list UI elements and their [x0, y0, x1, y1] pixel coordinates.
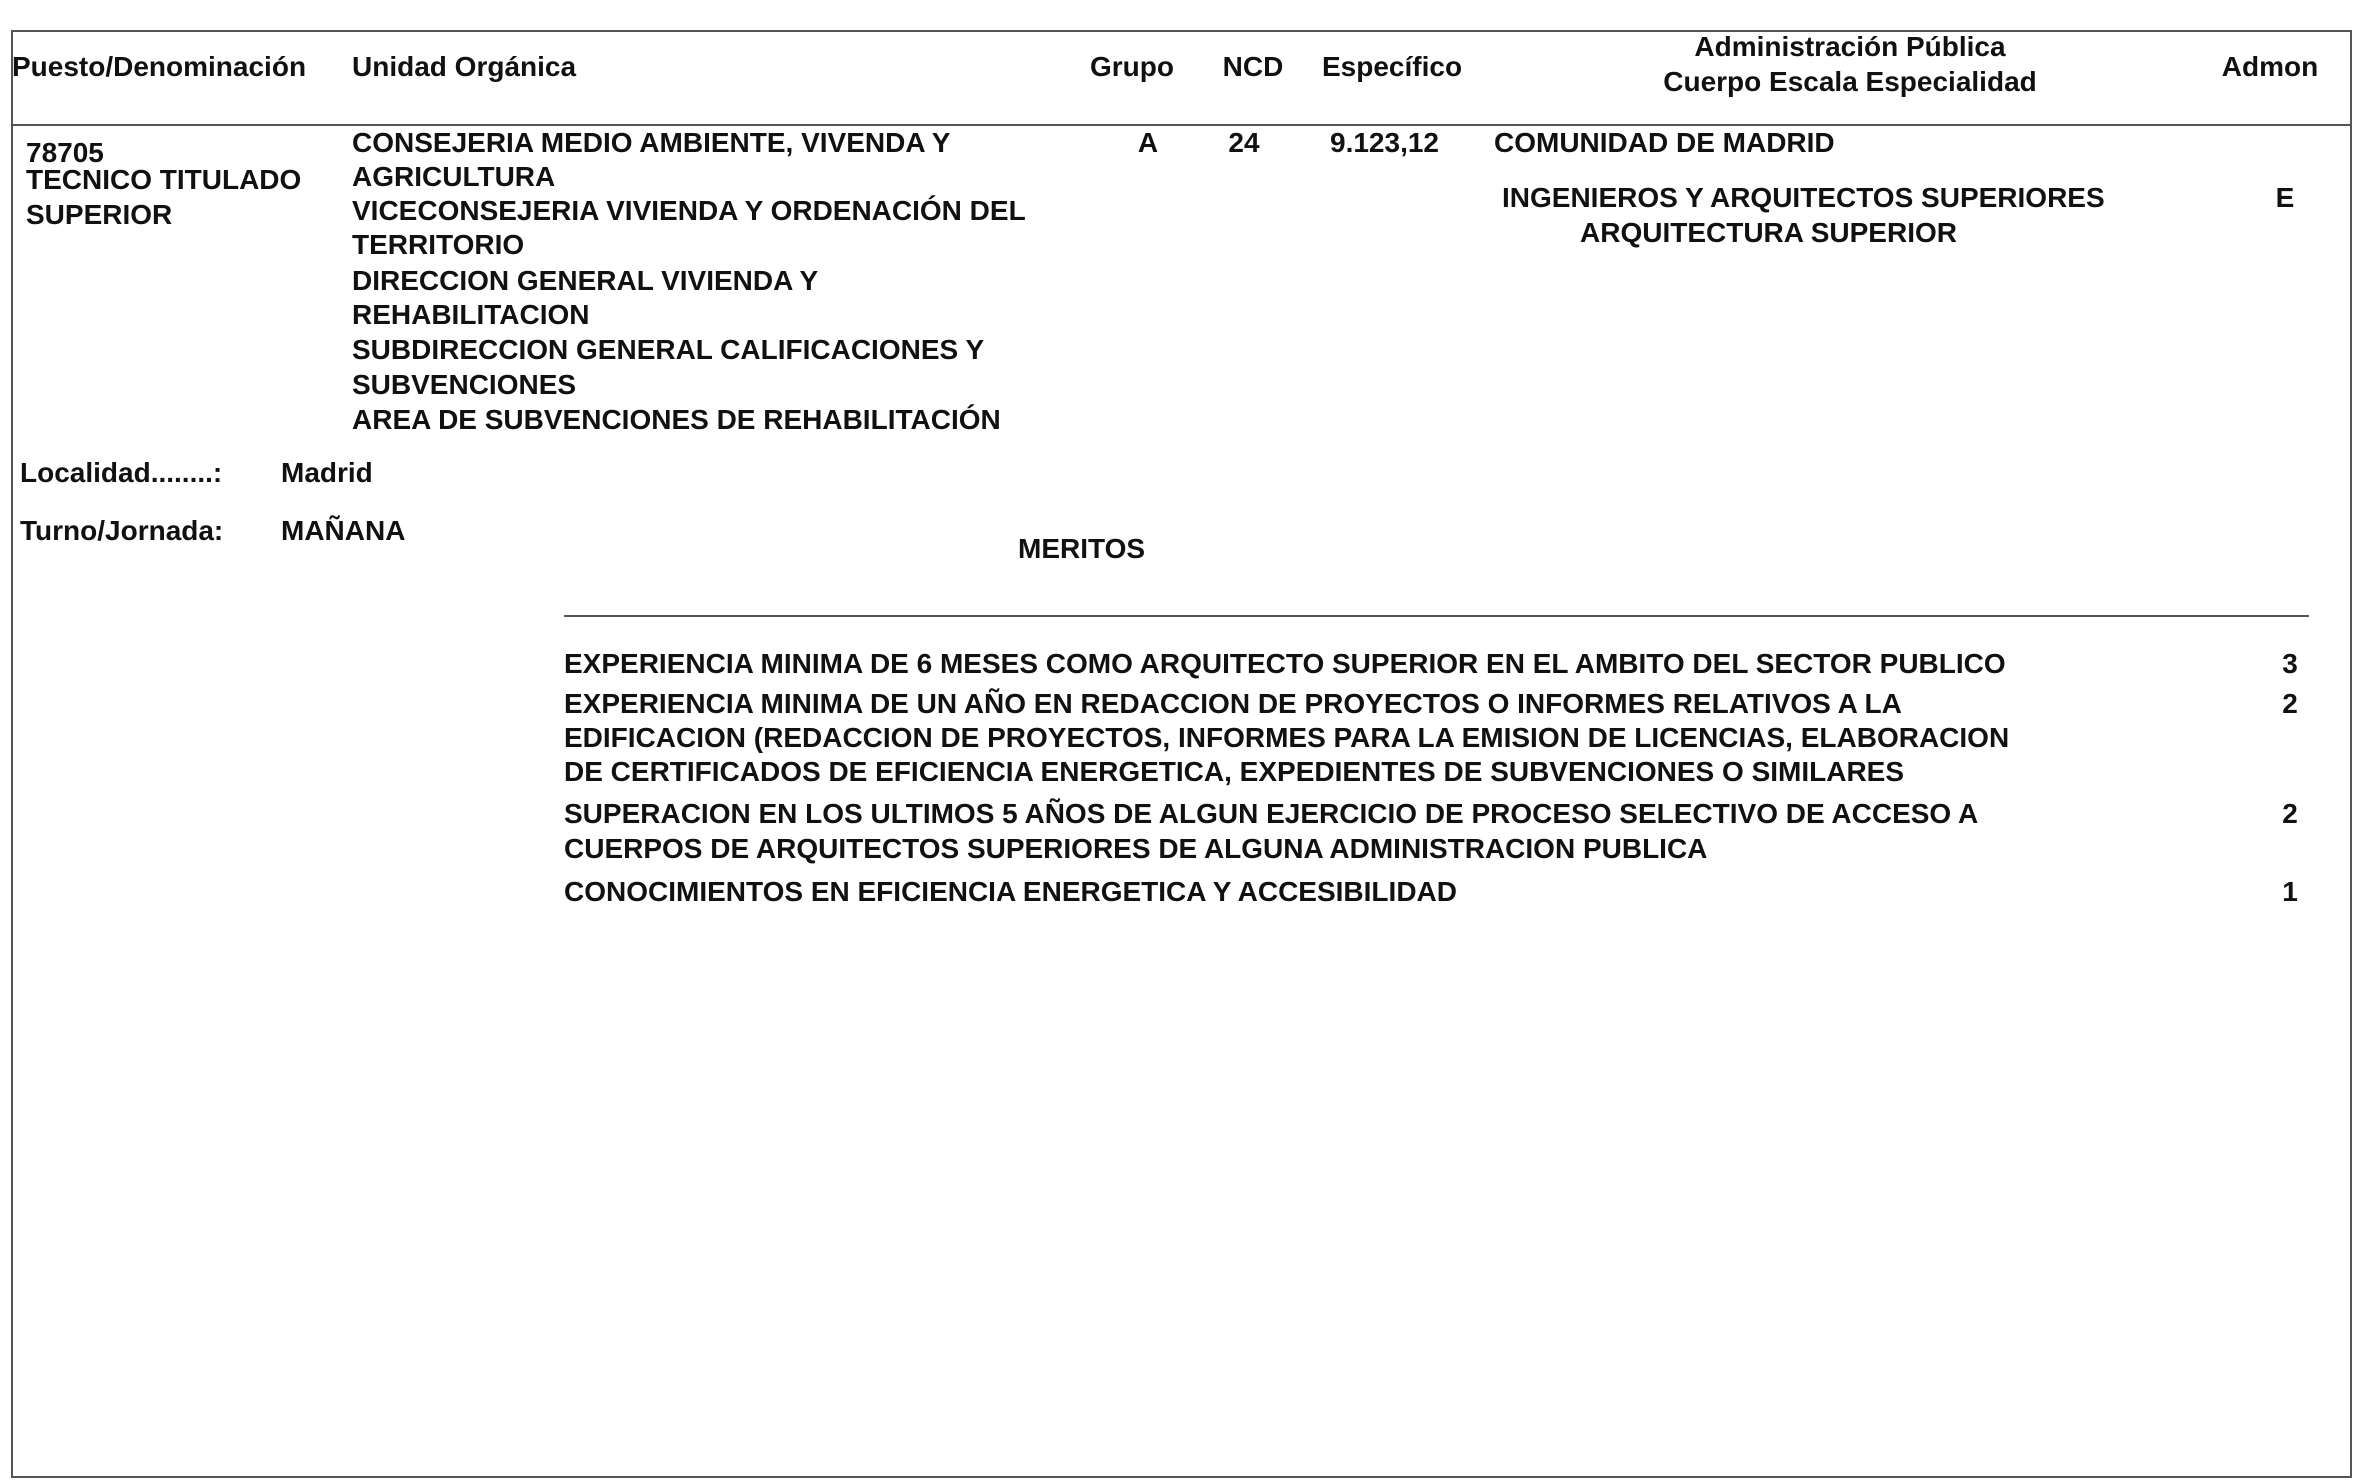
especialidad-value: ARQUITECTURA SUPERIOR: [1580, 217, 1957, 248]
merito-points: 2: [2282, 798, 2298, 829]
merito-line: DE CERTIFICADOS DE EFICIENCIA ENERGETICA, EXPEDIENTES DE SUBVENCIONES O SIMILARES: [564, 756, 1905, 787]
unidad-line: SUBVENCIONES: [352, 369, 577, 400]
turno-value: MAÑANA: [281, 515, 406, 546]
merito-line: EDIFICACION (REDACCION DE PROYECTOS, INFORMES PARA LA EMISION DE LICENCIAS, ELABORACION: [564, 722, 2010, 753]
turno-label: Turno/Jornada:: [20, 515, 224, 546]
merito-points: 2: [2282, 688, 2298, 719]
header-especifico: Específico: [1322, 51, 1463, 82]
merito-line: CUERPOS DE ARQUITECTOS SUPERIORES DE ALGUNA ADMINISTRACION PUBLICA: [564, 833, 1708, 864]
puesto-code: 78705: [26, 137, 104, 168]
unidad-line: AGRICULTURA: [352, 161, 556, 192]
merito-line: EXPERIENCIA MINIMA DE 6 MESES COMO ARQUITECTO SUPERIOR EN EL AMBITO DEL SECTOR PUBLICO: [564, 648, 2006, 679]
puesto-name-line: TECNICO TITULADO: [26, 164, 302, 195]
meritos-title: MERITOS: [1018, 533, 1146, 564]
unidad-line: DIRECCION GENERAL VIVIENDA Y: [352, 265, 819, 296]
merito-line: EXPERIENCIA MINIMA DE UN AÑO EN REDACCION DE PROYECTOS O INFORMES RELATIVOS A LA: [564, 688, 1902, 719]
puesto-name-line: SUPERIOR: [26, 199, 173, 230]
unidad-line: REHABILITACION: [352, 299, 590, 330]
header-admon: Admon: [2221, 51, 2319, 82]
grupo-value: A: [1137, 127, 1159, 158]
header-cuerpo-escala-especialidad: Cuerpo Escala Especialidad: [1663, 66, 2037, 97]
especifico-value: 9.123,12: [1330, 127, 1439, 158]
unidad-line: VICECONSEJERIA VIVIENDA Y ORDENACIÓN DEL: [352, 195, 1026, 226]
unidad-line: TERRITORIO: [352, 229, 525, 260]
merito-line: SUPERACION EN LOS ULTIMOS 5 AÑOS DE ALGUN EJERCICIO DE PROCESO SELECTIVO DE ACCESO A: [564, 798, 1979, 829]
header-puesto: Puesto/Denominación: [12, 51, 307, 82]
admon-value: E: [2275, 182, 2295, 213]
header-grupo: Grupo: [1090, 51, 1174, 82]
merito-points: 3: [2282, 648, 2298, 679]
header-ncd: NCD: [1222, 51, 1284, 82]
merito-points: 1: [2282, 876, 2298, 907]
unidad-line: CONSEJERIA MEDIO AMBIENTE, VIVENDA Y: [352, 127, 951, 158]
merits-divider: [564, 615, 2309, 617]
header-administracion: Administración Pública: [1694, 31, 2006, 62]
unidad-line: SUBDIRECCION GENERAL CALIFICACIONES Y: [352, 334, 985, 365]
header-unidad: Unidad Orgánica: [352, 51, 577, 82]
unidad-line: AREA DE SUBVENCIONES DE REHABILITACIÓN: [352, 404, 1001, 435]
administracion-value: COMUNIDAD DE MADRID: [1494, 127, 1835, 158]
localidad-label: Localidad........:: [20, 457, 223, 488]
ncd-value: 24: [1228, 127, 1260, 158]
cuerpo-value: INGENIEROS Y ARQUITECTOS SUPERIORES: [1502, 182, 2105, 213]
merito-line: CONOCIMIENTOS EN EFICIENCIA ENERGETICA Y ACCESIBILIDAD: [564, 876, 1457, 907]
localidad-value: Madrid: [281, 457, 373, 488]
